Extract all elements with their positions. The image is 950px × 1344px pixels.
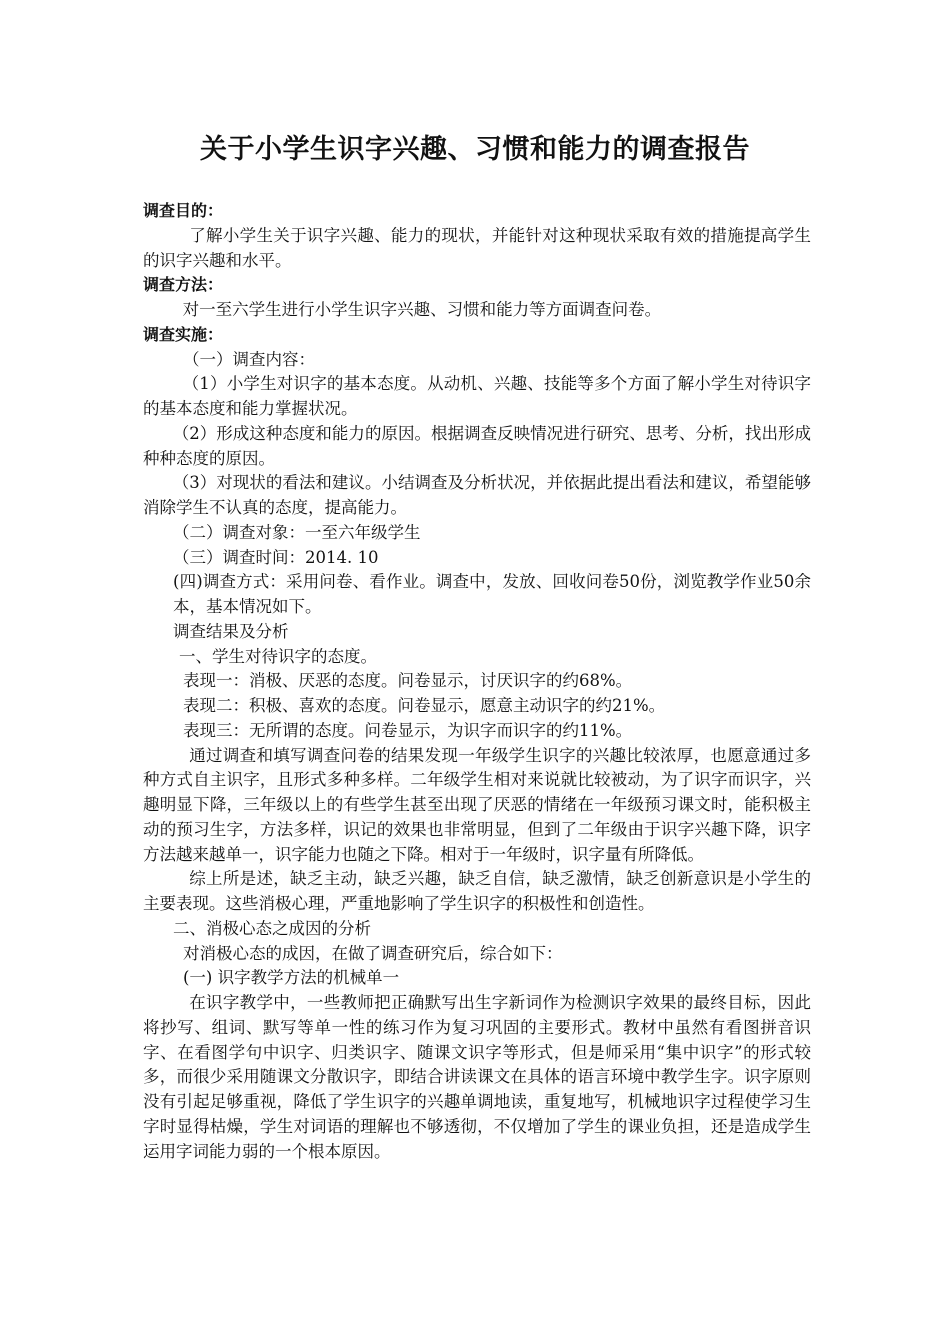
cause-1-text: 在识字教学中，一些教师把正确默写出生字新词作为检测识字效果的最终目标，因此将抄写、组词、默写等单一性的练习作为复习巩固的主要形式。教材中虽然有看图拼音识字、在看图学句中识字、归类识字、随课文识字等形式，但是师采用“集中识字”的形式较多，而很少采用随课文分散识字，即结合讲读课文在具体的语言环境中教学生字。识字原则没有引起足够重视，降低了学生识字的兴趣单调地读，重复地写，机械地识字过程使学习生字时显得枯燥，学生对词语的理解也不够透彻，不仅增加了学生的课业负担，还是造成学生运用字词能力弱的一个根本原因。: [143, 993, 811, 1161]
cause-heading: 二、消极心态之成因的分析: [173, 918, 371, 938]
report-body: [143, 199, 811, 1164]
survey-object: （二）调查对象：一至六年级学生: [173, 522, 421, 542]
purpose-text: 了解小学生关于识字兴趣、能力的现状，并能针对这种现状采取有效的措施提高学生的识字兴趣和水平。: [143, 225, 811, 270]
cause-1-heading: (一) 识字教学方法的机械单一: [183, 968, 400, 988]
content-item-3: （3）对现状的看法和建议。小结调查及分析状况，并依据此提出看法和建议，希望能够消除学生不认真的态度，提高能力。: [143, 473, 811, 517]
performance-3: 表现三：无所谓的态度。问卷显示，为识字而识字的约11%。: [183, 720, 633, 740]
performance-1: 表现一：消极、厌恶的态度。问卷显示，讨厌识字的约68%。: [183, 671, 633, 691]
content-item-2: （2）形成这种态度和能力的原因。根据调查反映情况进行研究、思考、分析，找出形成种种态度的原因。: [143, 423, 811, 468]
method-text: 对一至六学生进行小学生识字兴趣、习惯和能力等方面调查问卷。: [182, 300, 662, 319]
performance-2: 表现二：积极、喜欢的态度。问卷显示，愿意主动识字的约21%。: [183, 696, 666, 715]
findings-paragraph: 通过调查和填写调查问卷的结果发现一年级学生识字的兴趣比较浓厚，也愿意通过多种方式自主识字，且形式多种多样。二年级学生相对来说就比较被动，为了识字而识字，兴趣明显下降，三年级以上的有些学生甚至出现了厌恶的情绪在一年级预习课文时，能积极主动的预习生字，方法多样，识记的效果也非常明显，但到了二年级由于识字兴趣下降，识字方法越来越单一，识字能力也随之下降。相对于一年级时，识字量有所降低。: [143, 745, 811, 864]
report-title: 关于小学生识字兴趣、习惯和能力的调查报告: [200, 134, 750, 165]
cause-intro: 对消极心态的成因，在做了调查研究后，综合如下：: [183, 943, 563, 963]
attitude-heading: 一、学生对待识字的态度。: [179, 646, 377, 666]
content-item-1: （1）小学生对识字的基本态度。从动机、兴趣、技能等多个方面了解小学生对待识字的基本态度和能力掌握状况。: [143, 374, 811, 418]
summary-paragraph: 综上所是述，缺乏主动，缺乏兴趣，缺乏自信，缺乏激情，缺乏创新意识是小学生的主要表现。这些消极心理，严重地影响了学生识字的积极性和创造性。: [143, 869, 811, 913]
purpose-heading: 调查目的：: [143, 201, 224, 220]
survey-time: （三）调查时间：2014. 10: [173, 547, 379, 567]
content-heading: （一）调查内容：: [183, 349, 315, 369]
implementation-heading: 调查实施：: [143, 324, 224, 344]
survey-mode: (四)调查方式：采用问卷、看作业。调查中，发放、回收问卷50份，浏览教学作业50余本，基本情况如下。: [173, 572, 811, 616]
method-heading: 调查方法：: [143, 275, 224, 295]
results-heading: 调查结果及分析: [173, 621, 289, 641]
